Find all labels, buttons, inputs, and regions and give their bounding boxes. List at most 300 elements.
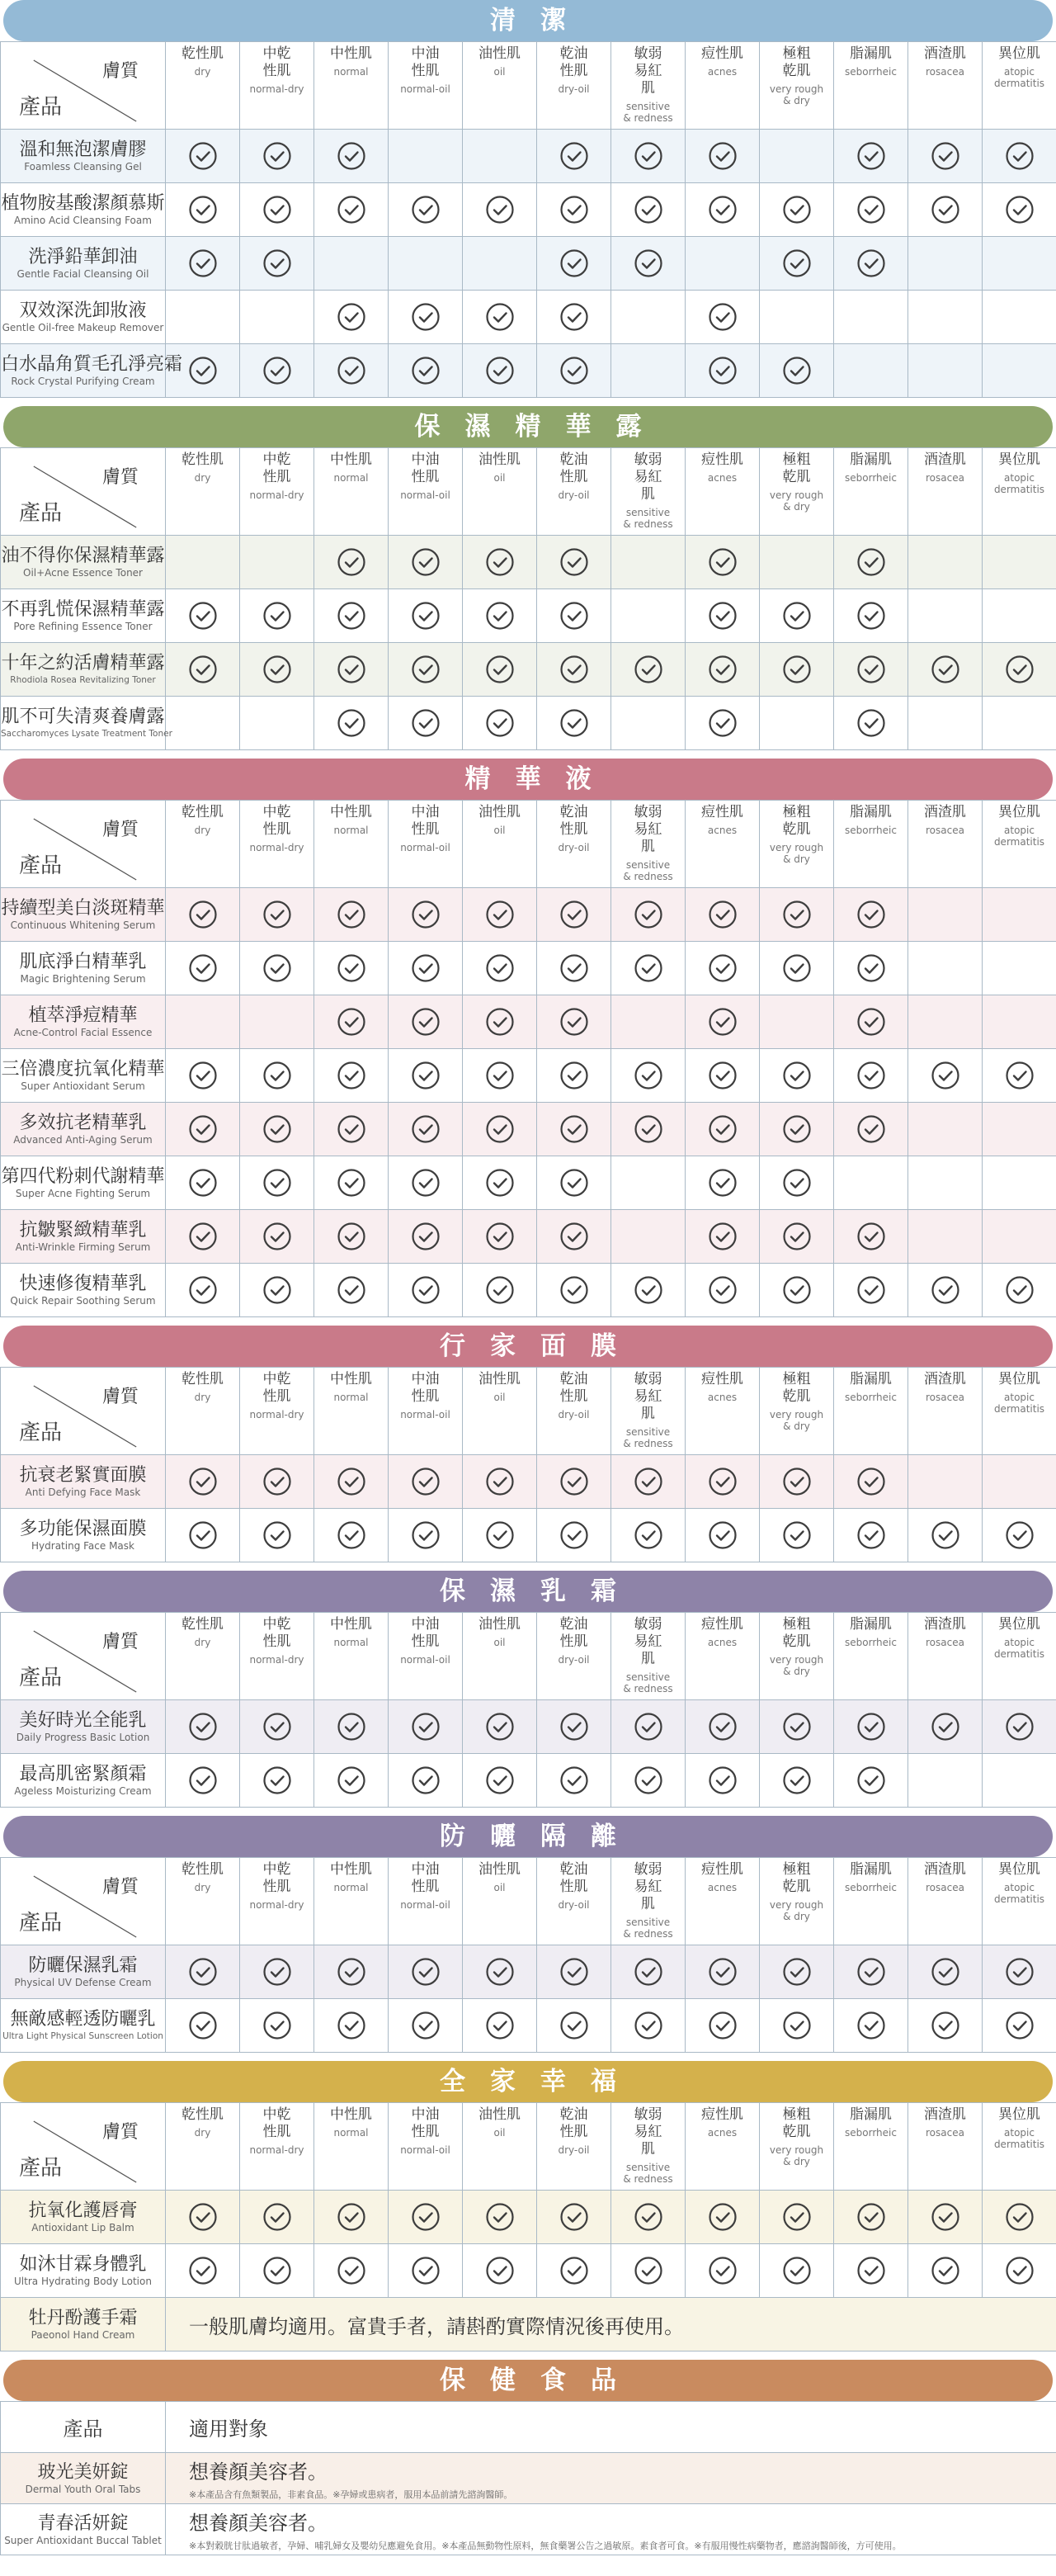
check-cell bbox=[314, 1455, 389, 1509]
skin-type-header bbox=[760, 2103, 834, 2191]
check-cell bbox=[686, 1700, 760, 1754]
skin-type-header bbox=[389, 42, 463, 130]
product-name-zh: 抗衰老緊實面膜 bbox=[19, 1465, 147, 1486]
skin-type-header bbox=[760, 1613, 834, 1700]
check-cell bbox=[389, 237, 463, 291]
check-circle-icon bbox=[782, 1114, 812, 1144]
check-cell bbox=[908, 1103, 983, 1156]
product-name-cell bbox=[1, 1945, 166, 1999]
skin-type-label: 膚質 bbox=[101, 1877, 139, 1898]
skin-type-zh: 乾油性肌 bbox=[559, 2106, 588, 2140]
check-circle-icon bbox=[708, 1765, 738, 1795]
check-circle-icon bbox=[188, 2256, 218, 2285]
skin-type-en: very rough & dry bbox=[769, 1654, 824, 1677]
check-cell bbox=[389, 344, 463, 398]
check-circle-icon bbox=[708, 601, 738, 631]
skin-type-en: dry-oil bbox=[558, 1899, 590, 1911]
skin-type-header bbox=[166, 42, 240, 130]
check-circle-icon bbox=[485, 1007, 515, 1037]
check-circle-icon bbox=[634, 900, 663, 929]
product-row bbox=[1, 2244, 1056, 2298]
check-cell bbox=[983, 237, 1056, 291]
skin-type-zh: 脂漏肌 bbox=[850, 1371, 892, 1387]
product-label: 產品 bbox=[19, 1666, 63, 1690]
skin-type-header bbox=[983, 42, 1056, 130]
skin-type-en: acnes bbox=[707, 1637, 738, 1648]
header-corner bbox=[1, 448, 165, 535]
check-circle-icon bbox=[708, 953, 738, 983]
section-title-band: 保健食品 bbox=[3, 2360, 1053, 2401]
check-cell bbox=[760, 1700, 834, 1754]
check-cell bbox=[314, 643, 389, 697]
check-cell bbox=[537, 1945, 611, 1999]
skin-type-header bbox=[834, 801, 908, 888]
skin-type-zh: 乾性肌 bbox=[182, 1616, 224, 1633]
check-cell bbox=[166, 697, 240, 750]
skin-type-en: normal-dry bbox=[249, 83, 304, 95]
check-cell bbox=[834, 2244, 908, 2298]
product-name-cell bbox=[1, 1049, 166, 1103]
skin-type-zh: 痘性肌 bbox=[701, 1616, 743, 1633]
check-cell bbox=[537, 536, 611, 589]
product-name-en: Ultra Light Physical Sunscreen Lotion bbox=[2, 2031, 163, 2041]
section-title-band: 保濕精華露 bbox=[3, 406, 1053, 447]
check-cell bbox=[686, 589, 760, 643]
check-circle-icon bbox=[708, 655, 738, 684]
skin-type-zh: 痘性肌 bbox=[701, 45, 743, 62]
product-row bbox=[1, 536, 1056, 589]
check-cell bbox=[908, 1999, 983, 2053]
product-row bbox=[1, 995, 1056, 1049]
skin-type-zh: 乾性肌 bbox=[182, 1861, 224, 1878]
check-cell bbox=[463, 1455, 537, 1509]
check-circle-icon bbox=[188, 356, 218, 385]
check-cell bbox=[463, 130, 537, 183]
skin-type-zh: 脂漏肌 bbox=[850, 45, 892, 62]
skin-type-en: sensitive & redness bbox=[623, 101, 673, 124]
check-circle-icon bbox=[708, 1061, 738, 1090]
check-circle-icon bbox=[411, 900, 441, 929]
check-circle-icon bbox=[262, 655, 292, 684]
skin-type-zh: 酒渣肌 bbox=[924, 1861, 966, 1878]
skin-type-zh: 油性肌 bbox=[478, 1371, 521, 1387]
check-circle-icon bbox=[411, 547, 441, 577]
skin-type-zh: 酒渣肌 bbox=[924, 1616, 966, 1633]
skin-type-en: acnes bbox=[707, 1392, 738, 1403]
check-cell bbox=[983, 2244, 1056, 2298]
check-circle-icon bbox=[262, 1061, 292, 1090]
check-cell bbox=[240, 643, 314, 697]
skin-type-zh: 中乾性肌 bbox=[262, 1861, 291, 1895]
skin-type-en: rosacea bbox=[926, 1637, 964, 1648]
skin-type-zh: 異位肌 bbox=[998, 1371, 1040, 1387]
check-cell bbox=[314, 1264, 389, 1317]
product-name-cell bbox=[1, 1754, 166, 1808]
check-circle-icon bbox=[931, 2011, 960, 2040]
check-circle-icon bbox=[485, 1765, 515, 1795]
check-cell bbox=[240, 1999, 314, 2053]
check-cell bbox=[760, 1264, 834, 1317]
skin-type-en: atopic dermatitis bbox=[993, 1882, 1045, 1905]
skin-type-header bbox=[908, 2103, 983, 2191]
product-row bbox=[1, 589, 1056, 643]
product-label: 產品 bbox=[19, 95, 63, 120]
skin-type-zh: 敏弱易紅肌 bbox=[634, 1371, 662, 1422]
check-circle-icon bbox=[411, 1957, 441, 1987]
check-circle-icon bbox=[856, 601, 886, 631]
skin-type-en: normal-oil bbox=[400, 1654, 450, 1666]
skin-type-header bbox=[611, 448, 686, 536]
product-name-zh: 青春活妍錠 bbox=[37, 2512, 129, 2534]
check-circle-icon bbox=[337, 141, 366, 171]
check-cell bbox=[240, 1509, 314, 1562]
check-circle-icon bbox=[485, 356, 515, 385]
check-cell bbox=[760, 237, 834, 291]
check-circle-icon bbox=[337, 1222, 366, 1251]
skin-type-en: normal-oil bbox=[400, 842, 450, 853]
skin-type-header bbox=[166, 1368, 240, 1455]
skin-type-zh: 中性肌 bbox=[330, 804, 372, 820]
check-cell bbox=[314, 1156, 389, 1210]
product-row bbox=[1, 2453, 1056, 2504]
check-cell bbox=[760, 942, 834, 995]
skin-type-zh: 異位肌 bbox=[998, 2106, 1040, 2123]
check-circle-icon bbox=[559, 601, 589, 631]
product-name-zh: 油不得你保濕精華露 bbox=[1, 546, 165, 566]
skin-type-zh: 油性肌 bbox=[478, 2106, 521, 2123]
product-row bbox=[1, 2504, 1056, 2555]
check-cell bbox=[314, 1049, 389, 1103]
check-cell bbox=[389, 1264, 463, 1317]
check-cell bbox=[463, 1049, 537, 1103]
skin-type-en: dry bbox=[194, 1882, 211, 1893]
product-name-en: Acne-Control Facial Essence bbox=[13, 1027, 153, 1038]
check-circle-icon bbox=[559, 1275, 589, 1305]
check-cell bbox=[983, 1945, 1056, 1999]
product-name-cell bbox=[1, 237, 166, 291]
skin-type-zh: 酒渣肌 bbox=[924, 451, 966, 468]
check-circle-icon bbox=[782, 953, 812, 983]
check-cell bbox=[537, 643, 611, 697]
check-cell bbox=[166, 942, 240, 995]
check-cell bbox=[983, 2191, 1056, 2244]
section-title-band: 行家面膜 bbox=[3, 1326, 1053, 1367]
check-cell bbox=[389, 1103, 463, 1156]
target-note: ※本對穀胱甘肽過敏者，孕婦、哺乳婦女及嬰幼兒應避免食用。※本產品無動物性原料，無食藥署公告之過敏原。素食者可食。※有服用慢性病藥物者，應諮詢醫師後，方可使用。 bbox=[189, 2541, 902, 2551]
skin-type-en: atopic dermatitis bbox=[993, 1637, 1045, 1660]
check-cell bbox=[760, 2244, 834, 2298]
skin-type-header bbox=[537, 1368, 611, 1455]
skin-type-en: dry-oil bbox=[558, 2144, 590, 2156]
check-circle-icon bbox=[485, 1467, 515, 1496]
check-circle-icon bbox=[931, 195, 960, 225]
check-circle-icon bbox=[559, 248, 589, 278]
check-circle-icon bbox=[188, 1765, 218, 1795]
check-circle-icon bbox=[782, 2202, 812, 2232]
check-circle-icon bbox=[262, 248, 292, 278]
check-cell bbox=[463, 697, 537, 750]
header-corner-cell bbox=[1, 1368, 166, 1455]
check-cell bbox=[537, 2244, 611, 2298]
check-cell bbox=[240, 888, 314, 942]
check-cell bbox=[611, 1049, 686, 1103]
check-circle-icon bbox=[559, 900, 589, 929]
check-circle-icon bbox=[559, 1168, 589, 1198]
check-circle-icon bbox=[337, 1168, 366, 1198]
product-name-zh: 十年之約活膚精華露 bbox=[1, 653, 165, 674]
skin-type-header bbox=[240, 801, 314, 888]
product-name-en: Paeonol Hand Cream bbox=[31, 2329, 135, 2341]
skin-type-header bbox=[760, 1368, 834, 1455]
check-cell bbox=[834, 291, 908, 344]
check-circle-icon bbox=[634, 1275, 663, 1305]
check-cell bbox=[983, 1210, 1056, 1264]
check-cell bbox=[463, 589, 537, 643]
check-circle-icon bbox=[485, 195, 515, 225]
check-cell bbox=[908, 589, 983, 643]
check-circle-icon bbox=[634, 248, 663, 278]
skin-type-header bbox=[166, 448, 240, 536]
check-cell bbox=[389, 1999, 463, 2053]
product-skin-table bbox=[0, 800, 1056, 1317]
product-name-cell bbox=[1, 536, 166, 589]
check-cell bbox=[983, 643, 1056, 697]
check-circle-icon bbox=[634, 953, 663, 983]
check-circle-icon bbox=[337, 356, 366, 385]
skin-type-zh: 乾油性肌 bbox=[559, 1371, 588, 1405]
skin-type-en: oil bbox=[493, 1637, 506, 1648]
skin-type-zh: 極粗乾肌 bbox=[782, 1616, 811, 1650]
check-cell bbox=[983, 942, 1056, 995]
check-circle-icon bbox=[1005, 1275, 1035, 1305]
product-name-en: Hydrating Face Mask bbox=[31, 1540, 134, 1552]
skin-type-header bbox=[463, 801, 537, 888]
product-name-en: Oil+Acne Essence Toner bbox=[23, 567, 143, 579]
check-circle-icon bbox=[411, 302, 441, 332]
check-cell bbox=[834, 1945, 908, 1999]
check-circle-icon bbox=[188, 1114, 218, 1144]
skin-type-header bbox=[760, 42, 834, 130]
skin-type-en: normal-dry bbox=[249, 489, 304, 501]
check-cell bbox=[314, 291, 389, 344]
check-cell bbox=[760, 344, 834, 398]
skin-type-header bbox=[537, 448, 611, 536]
product-name-en: Ultra Hydrating Body Lotion bbox=[14, 2276, 152, 2287]
check-cell bbox=[834, 344, 908, 398]
check-circle-icon bbox=[559, 547, 589, 577]
check-circle-icon bbox=[188, 655, 218, 684]
check-circle-icon bbox=[485, 1114, 515, 1144]
check-circle-icon bbox=[856, 1765, 886, 1795]
check-cell bbox=[166, 237, 240, 291]
skin-type-zh: 中油性肌 bbox=[411, 1861, 440, 1895]
check-cell bbox=[314, 995, 389, 1049]
skin-type-zh: 中乾性肌 bbox=[262, 45, 291, 79]
check-cell bbox=[537, 1999, 611, 2053]
check-circle-icon bbox=[634, 1765, 663, 1795]
skin-type-zh: 敏弱易紅肌 bbox=[634, 1616, 662, 1667]
check-cell bbox=[240, 1049, 314, 1103]
check-circle-icon bbox=[1005, 2202, 1035, 2232]
skin-type-zh: 異位肌 bbox=[998, 804, 1040, 820]
skin-type-en: seborrheic bbox=[845, 825, 897, 836]
check-cell bbox=[463, 1210, 537, 1264]
skin-type-zh: 中油性肌 bbox=[411, 1616, 440, 1650]
check-circle-icon bbox=[708, 547, 738, 577]
check-circle-icon bbox=[337, 708, 366, 738]
product-name-zh: 肌底淨白精華乳 bbox=[19, 952, 147, 972]
check-cell bbox=[983, 1264, 1056, 1317]
skin-type-en: sensitive & redness bbox=[623, 859, 673, 882]
product-label: 產品 bbox=[19, 1911, 63, 1936]
skin-type-header bbox=[611, 1858, 686, 1945]
check-cell bbox=[314, 130, 389, 183]
skin-type-header bbox=[240, 2103, 314, 2191]
skin-type-header bbox=[834, 1613, 908, 1700]
check-cell bbox=[389, 643, 463, 697]
check-cell bbox=[611, 2244, 686, 2298]
check-circle-icon bbox=[1005, 1520, 1035, 1550]
check-cell bbox=[908, 1754, 983, 1808]
skin-type-header bbox=[240, 42, 314, 130]
check-cell bbox=[760, 643, 834, 697]
check-cell bbox=[166, 995, 240, 1049]
skin-type-header-row bbox=[1, 2103, 1056, 2191]
check-circle-icon bbox=[856, 195, 886, 225]
product-name-en: Super Antioxidant Serum bbox=[21, 1080, 145, 1092]
skin-type-zh: 異位肌 bbox=[998, 45, 1040, 62]
check-circle-icon bbox=[782, 655, 812, 684]
check-circle-icon bbox=[559, 1957, 589, 1987]
check-circle-icon bbox=[559, 195, 589, 225]
skin-type-zh: 脂漏肌 bbox=[850, 1861, 892, 1878]
skin-type-zh: 油性肌 bbox=[478, 1616, 521, 1633]
product-row bbox=[1, 1049, 1056, 1103]
check-circle-icon bbox=[485, 1061, 515, 1090]
header-corner bbox=[1, 1368, 165, 1454]
skin-type-zh: 敏弱易紅肌 bbox=[634, 451, 662, 503]
check-circle-icon bbox=[708, 708, 738, 738]
check-circle-icon bbox=[485, 1222, 515, 1251]
check-cell bbox=[760, 291, 834, 344]
skin-type-header bbox=[611, 42, 686, 130]
product-name-cell bbox=[1, 1455, 166, 1509]
skin-type-header bbox=[314, 42, 389, 130]
product-name-en: Amino Acid Cleansing Foam bbox=[14, 215, 152, 226]
skin-type-header bbox=[463, 1368, 537, 1455]
check-cell bbox=[389, 130, 463, 183]
skin-type-zh: 敏弱易紅肌 bbox=[634, 45, 662, 97]
check-circle-icon bbox=[411, 708, 441, 738]
skin-type-en: seborrheic bbox=[845, 472, 897, 484]
product-name-cell bbox=[1, 697, 172, 750]
product-row bbox=[1, 344, 1056, 398]
product-row bbox=[1, 2191, 1056, 2244]
check-circle-icon bbox=[485, 2202, 515, 2232]
skin-type-en: acnes bbox=[707, 2127, 738, 2139]
check-cell bbox=[908, 643, 983, 697]
skin-type-header bbox=[314, 1858, 389, 1945]
skin-type-zh: 中乾性肌 bbox=[262, 1616, 291, 1650]
product-name-zh: 抗氧化護唇膏 bbox=[28, 2200, 138, 2221]
skin-type-header bbox=[908, 1613, 983, 1700]
product-name-zh: 無敵感輕透防曬乳 bbox=[10, 2009, 156, 2030]
section-title-band: 精華液 bbox=[3, 759, 1053, 800]
check-cell bbox=[908, 291, 983, 344]
product-skin-table bbox=[0, 1367, 1056, 1562]
check-cell bbox=[908, 942, 983, 995]
skin-type-en: very rough & dry bbox=[769, 2144, 824, 2167]
check-cell bbox=[611, 888, 686, 942]
check-circle-icon bbox=[782, 1275, 812, 1305]
check-circle-icon bbox=[262, 1222, 292, 1251]
check-cell bbox=[166, 1509, 240, 1562]
check-circle-icon bbox=[782, 1222, 812, 1251]
check-cell bbox=[537, 589, 611, 643]
check-circle-icon bbox=[856, 1467, 886, 1496]
skin-type-en: rosacea bbox=[926, 472, 964, 484]
check-circle-icon bbox=[262, 1765, 292, 1795]
product-name-zh: 快速修復精華乳 bbox=[19, 1274, 147, 1294]
check-cell bbox=[463, 1999, 537, 2053]
check-circle-icon bbox=[188, 141, 218, 171]
check-circle-icon bbox=[1005, 2256, 1035, 2285]
check-cell bbox=[760, 183, 834, 237]
skin-type-zh: 酒渣肌 bbox=[924, 1371, 966, 1387]
check-cell bbox=[834, 1509, 908, 1562]
check-circle-icon bbox=[411, 2011, 441, 2040]
check-circle-icon bbox=[782, 356, 812, 385]
skin-type-header-row bbox=[1, 801, 1056, 888]
skin-type-header bbox=[686, 1613, 760, 1700]
product-name-zh: 三倍濃度抗氧化精華 bbox=[1, 1059, 165, 1080]
target-text: 想養顏美容者。 bbox=[189, 2512, 328, 2535]
check-circle-icon bbox=[411, 195, 441, 225]
skin-type-header bbox=[908, 1858, 983, 1945]
check-cell bbox=[240, 1455, 314, 1509]
skin-type-en: normal bbox=[333, 1637, 369, 1648]
check-cell bbox=[240, 589, 314, 643]
product-name-cell bbox=[1, 1999, 166, 2053]
check-circle-icon bbox=[782, 248, 812, 278]
skin-type-header bbox=[611, 2103, 686, 2191]
check-cell bbox=[389, 995, 463, 1049]
check-circle-icon bbox=[856, 1061, 886, 1090]
check-cell bbox=[166, 1945, 240, 1999]
check-cell bbox=[611, 942, 686, 995]
skin-type-header bbox=[166, 801, 240, 888]
skin-type-header bbox=[463, 42, 537, 130]
check-circle-icon bbox=[485, 655, 515, 684]
check-cell bbox=[908, 888, 983, 942]
check-circle-icon bbox=[559, 302, 589, 332]
skin-type-en: atopic dermatitis bbox=[993, 1392, 1045, 1415]
skin-type-en: normal-dry bbox=[249, 842, 304, 853]
check-cell bbox=[834, 888, 908, 942]
check-cell bbox=[983, 1509, 1056, 1562]
check-circle-icon bbox=[188, 1957, 218, 1987]
product-name-cell bbox=[1, 2453, 166, 2504]
check-cell bbox=[760, 995, 834, 1049]
check-cell bbox=[611, 1945, 686, 1999]
product-label: 產品 bbox=[19, 1420, 63, 1445]
skin-type-label: 膚質 bbox=[101, 1632, 139, 1652]
skin-type-en: dry bbox=[194, 1637, 211, 1648]
check-cell bbox=[983, 1754, 1056, 1808]
check-cell bbox=[760, 1103, 834, 1156]
check-circle-icon bbox=[856, 1114, 886, 1144]
check-circle-icon bbox=[262, 2202, 292, 2232]
